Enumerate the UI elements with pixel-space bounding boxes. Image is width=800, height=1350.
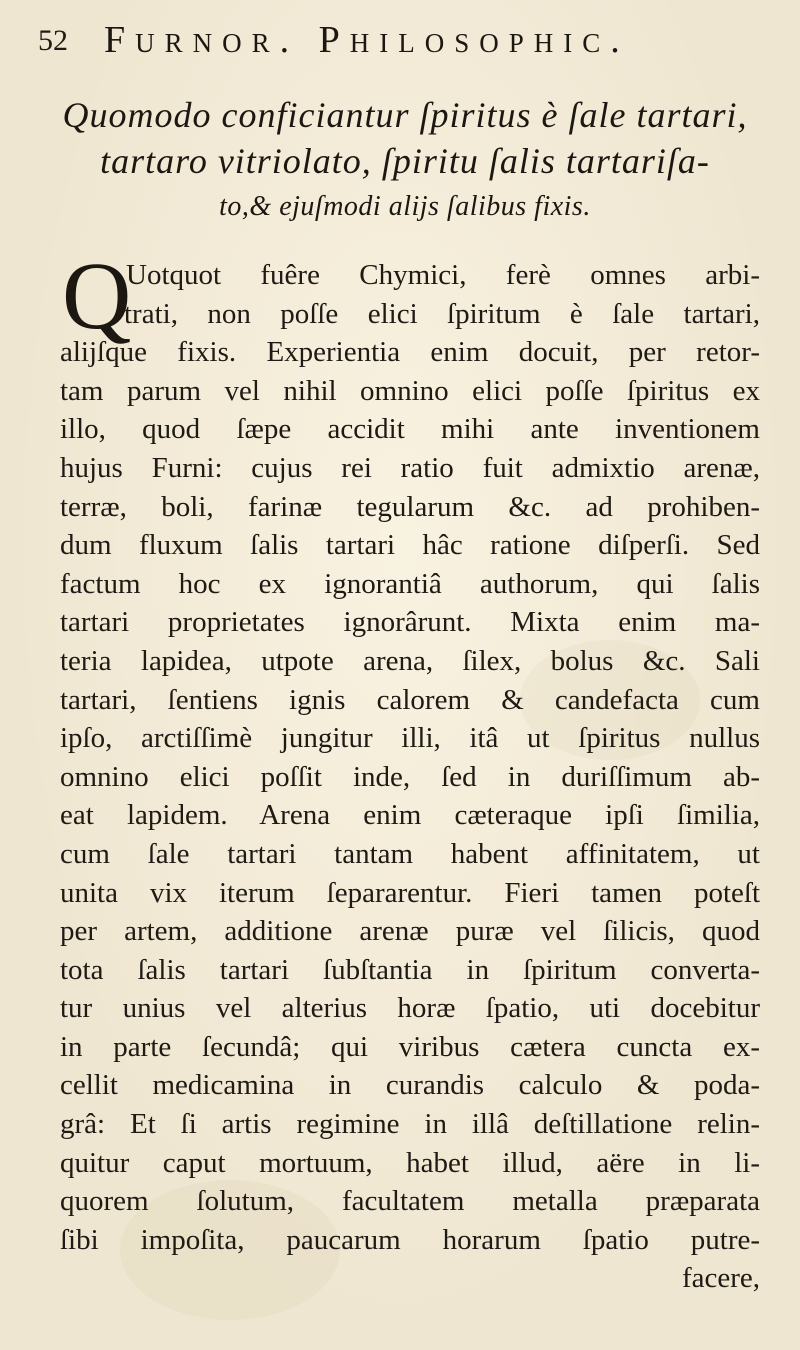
- text-line: terræ, boli, farinæ tegularum &c. ad prohiben-: [60, 490, 760, 523]
- text-line: grâ: Et ſi artis regimine in illâ deſtillatione relin-: [60, 1108, 760, 1141]
- text-line: quitur caput mortuum, habet illud, aëre in li-: [60, 1146, 760, 1179]
- drop-cap-initial: Q: [62, 242, 132, 349]
- text-line: per artem, additione arenæ puræ vel ſilicis, quod: [60, 915, 760, 948]
- text-line: trati, non poſſe elici ſpiritum è ſale tartari,: [124, 297, 760, 330]
- text-line: cellit medicamina in curandis calculo & poda-: [60, 1069, 760, 1102]
- text-line: illo, quod ſæpe accidit mihi ante inventionem: [60, 413, 760, 446]
- text-line: in parte ſecundâ; qui viribus cætera cuncta ex-: [60, 1030, 760, 1063]
- text-line: alijſque fixis. Experientia enim docuit, per retor-: [60, 336, 760, 369]
- text-line: teria lapidea, utpote arena, ſilex, bolus &c. Sali: [60, 644, 760, 677]
- text-line: cum ſale tartari tantam habent affinitatem, ut: [60, 837, 760, 870]
- chapter-title-line: tartaro vitriolato, ſpiritu ſalis tartariſa-: [100, 141, 710, 181]
- text-line: tur unius vel alterius horæ ſpatio, uti docebitur: [60, 992, 760, 1025]
- running-head: Furnor. Philosophic.: [104, 19, 630, 61]
- text-line: tartari, ſentiens ignis calorem & candefacta cum: [60, 683, 760, 716]
- text-line: quorem ſolutum, facultatem metalla præparata: [60, 1185, 760, 1218]
- text-line: omnino elici poſſit inde, ſed in duriſſimum ab-: [60, 760, 760, 793]
- text-line: ſibi impoſita, paucarum horarum ſpatio putre-: [60, 1223, 760, 1256]
- text-line: tam parum vel nihil omnino elici poſſe ſpiritus ex: [60, 374, 760, 407]
- body-paragraph: [60, 242, 760, 1298]
- text-line: tartari proprietates ignorârunt. Mixta enim ma-: [60, 606, 760, 639]
- chapter-title-line: Quomodo conficiantur ſpiritus è ſale tartari,: [62, 95, 748, 135]
- text-line: eat lapidem. Arena enim cæteraque ipſi ſimilia,: [60, 799, 760, 832]
- text-line: hujus Furni: cujus rei ratio fuit admixtio arenæ,: [60, 451, 760, 484]
- text-line: ipſo, arctiſſimè jungitur illi, itâ ut ſpiritus nullus: [60, 722, 760, 755]
- text-line: tota ſalis tartari ſubſtantia in ſpiritum converta-: [60, 953, 760, 986]
- text-line: dum fluxum ſalis tartari hâc ratione diſperſi. Sed: [60, 529, 760, 562]
- catchword-line: facere,: [681, 1262, 760, 1295]
- chapter-title: [60, 92, 750, 230]
- text-line: factum hoc ex ignorantiâ authorum, qui ſalis: [60, 567, 760, 600]
- page-number: 52: [38, 24, 68, 57]
- text-line: unita vix iterum ſepararentur. Fieri tamen poteſt: [60, 876, 760, 909]
- page-header: [0, 18, 800, 68]
- text-line: Uotquot fuêre Chymici, ferè omnes arbi-: [126, 259, 760, 291]
- chapter-title-line: to,& ejuſmodi alijs ſalibus fixis.: [219, 191, 591, 222]
